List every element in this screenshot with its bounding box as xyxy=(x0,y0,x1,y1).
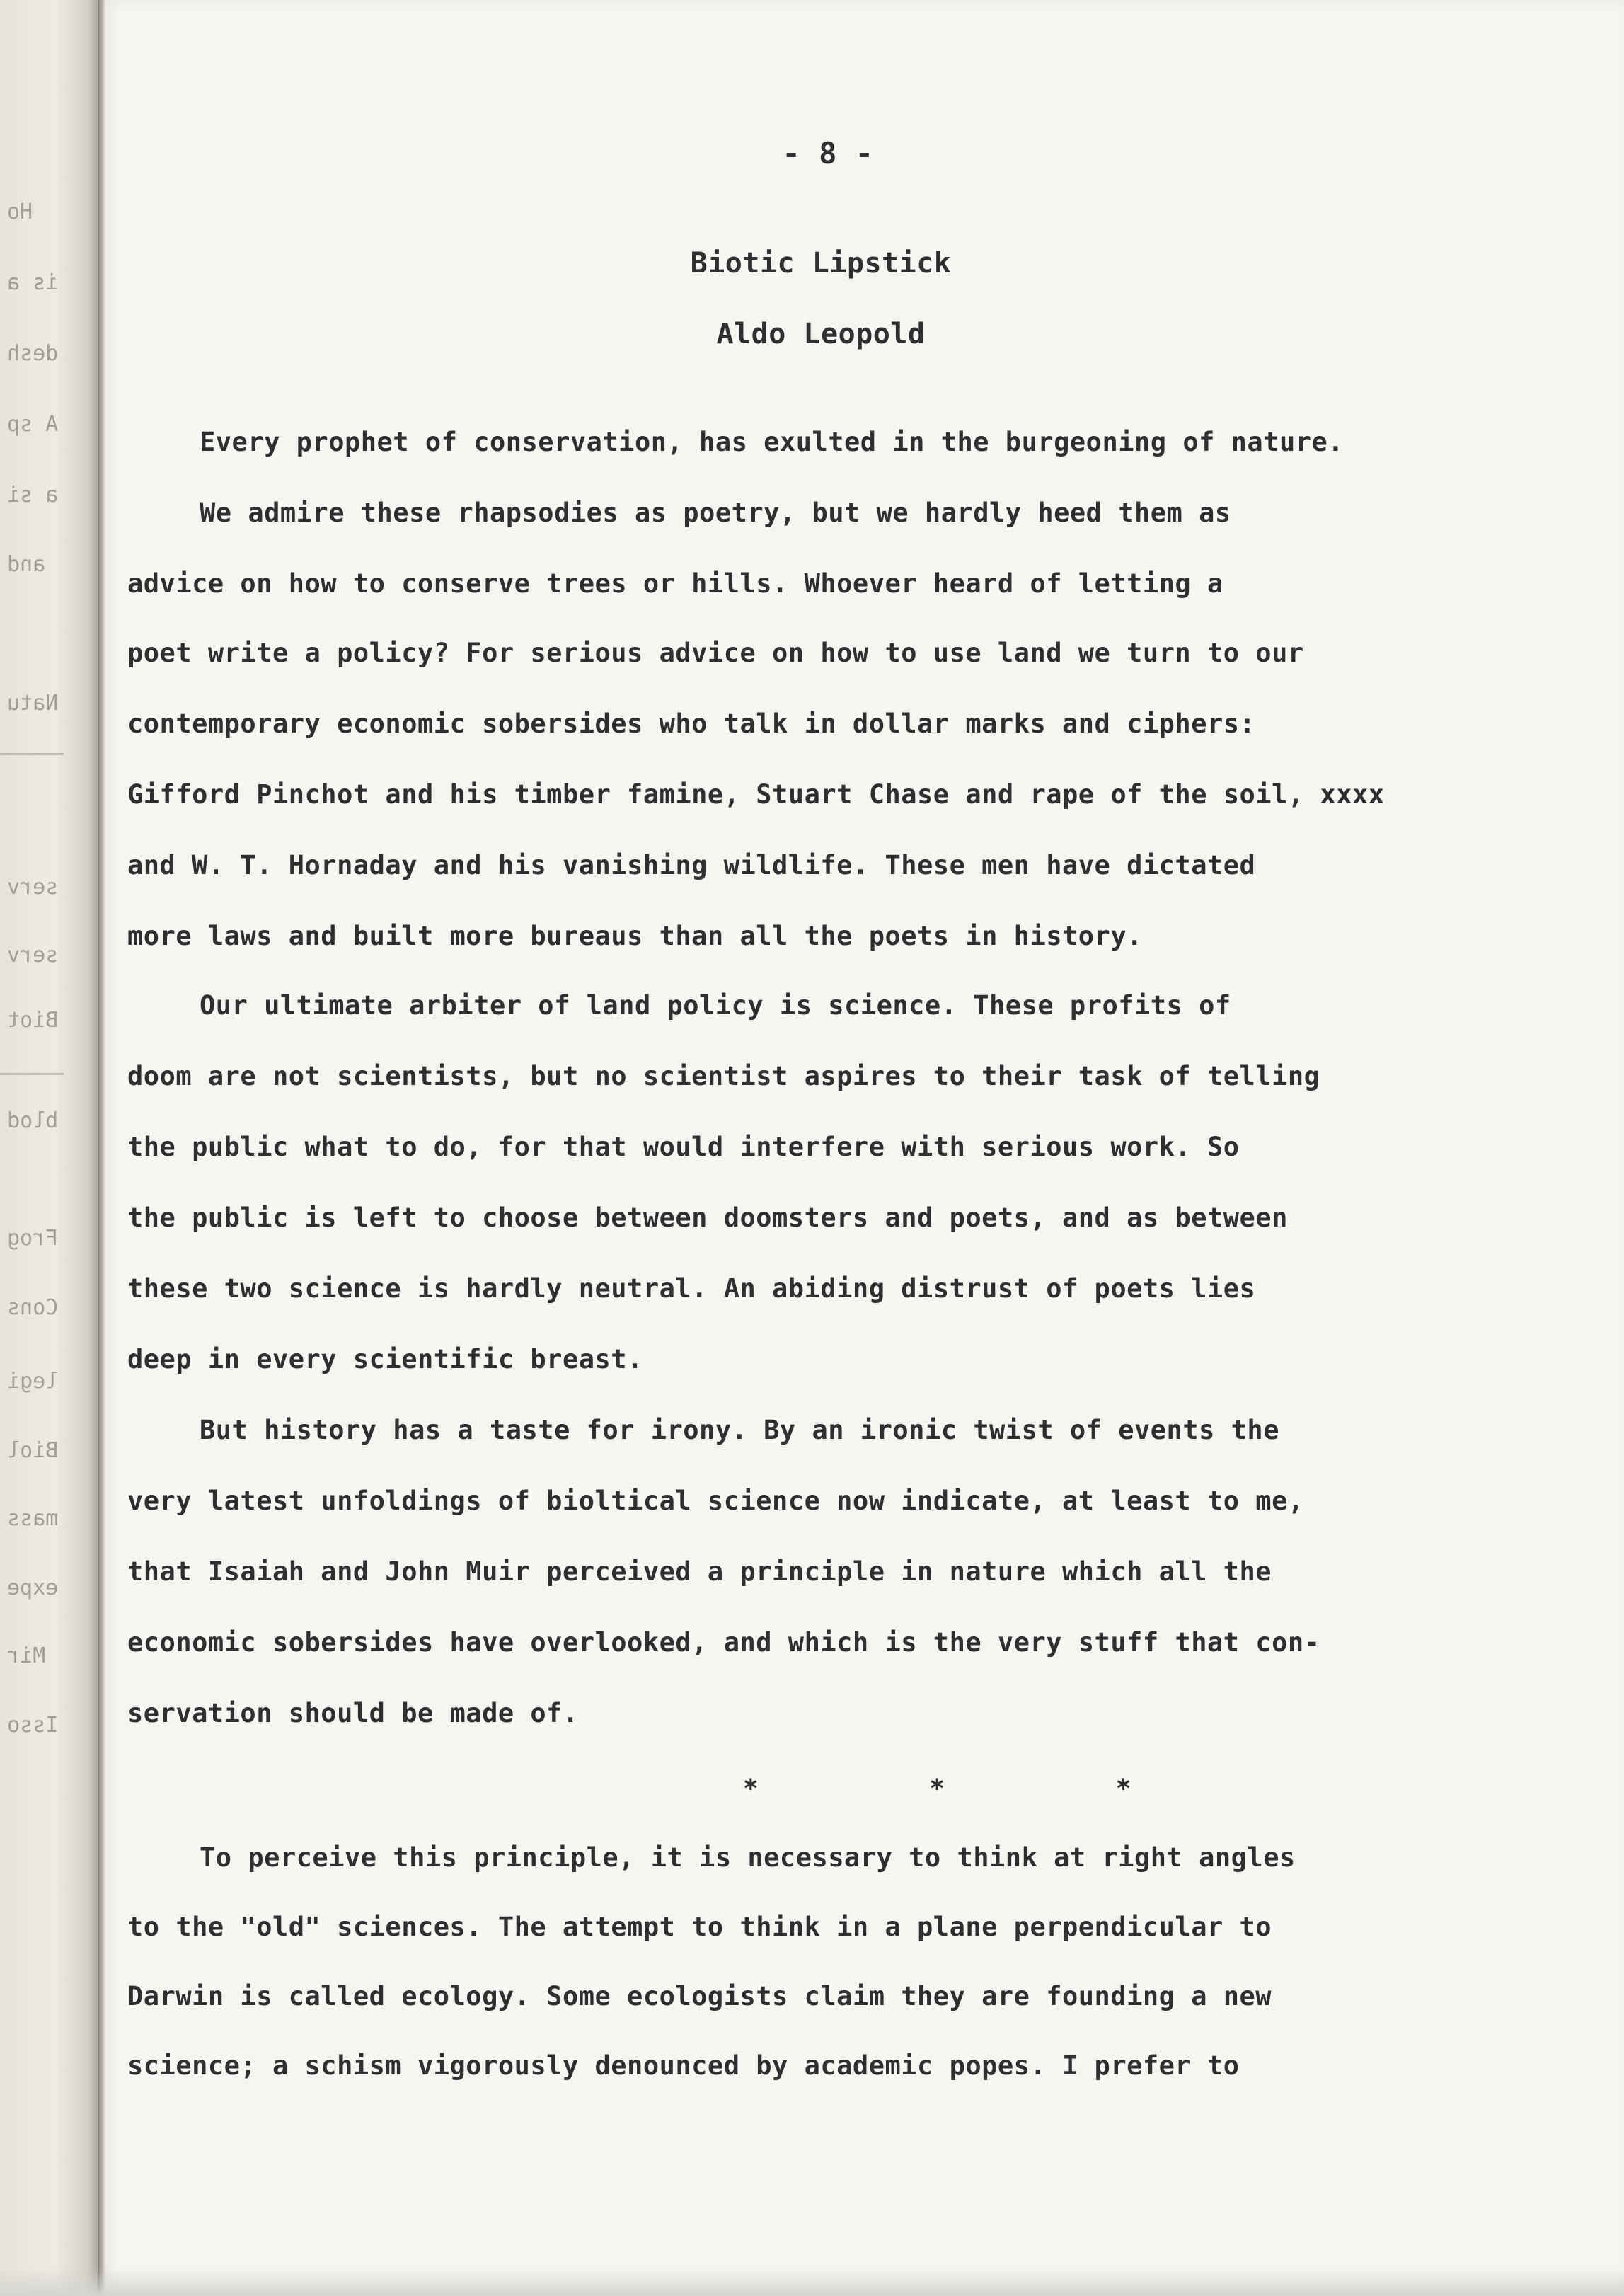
paragraph-1-line-4: poet write a policy? For serious advice on how to use land we turn to our xyxy=(127,638,1304,668)
facing-page-fragment: legi xyxy=(7,1369,59,1394)
paragraph-3-line-2: very latest unfoldings of bioltical science now indicate, at least to me, xyxy=(127,1486,1304,1516)
paragraph-1-line-7: and W. T. Hornaday and his vanishing wildlife. These men have dictated xyxy=(127,850,1256,880)
page-number: - 8 - xyxy=(782,136,874,171)
paragraph-2-line-5: these two science is hardly neutral. An abiding distrust of poets lies xyxy=(127,1273,1256,1304)
paragraph-4-line-4: science; a schism vigorously denounced by academic popes. I prefer to xyxy=(127,2050,1240,2081)
facing-page-fragment: mass xyxy=(7,1506,59,1531)
facing-page-fragment: Isso xyxy=(7,1713,59,1738)
paragraph-3-line-3: that Isaiah and John Muir perceived a principle in nature which all the xyxy=(127,1556,1272,1587)
typescript-page xyxy=(106,0,1624,2296)
facing-page-fragment: Biol xyxy=(7,1438,59,1463)
paragraph-2-line-4: the public is left to choose between doomsters and poets, and as between xyxy=(127,1202,1288,1233)
paragraph-1-line-8: more laws and built more bureaus than all the poets in history. xyxy=(127,921,1143,951)
paragraph-2-line-3: the public what to do, for that would interfere with serious work. So xyxy=(127,1132,1240,1162)
section-separator: * * * xyxy=(743,1774,1209,1803)
paragraph-2-line-6: deep in every scientific breast. xyxy=(127,1344,643,1374)
paragraph-4-line-1: To perceive this principle, it is necessary to think at right angles xyxy=(200,1842,1296,1873)
book-gutter xyxy=(98,0,106,2296)
page-bottom-edge xyxy=(0,2268,1624,2296)
facing-page-fragment: A sp xyxy=(7,412,59,437)
facing-page-fragment: desh xyxy=(7,341,59,366)
facing-page-fragment: Cons xyxy=(7,1295,59,1320)
paragraph-3-line-1: But history has a taste for irony. By an ironic twist of events the xyxy=(200,1415,1279,1445)
facing-page-fragment: Ho xyxy=(7,200,33,224)
facing-page-fragment: Biot xyxy=(7,1008,59,1033)
facing-page-fragment: a si xyxy=(7,483,59,507)
facing-page-fragment: Frog xyxy=(7,1226,59,1251)
paragraph-1-line-2: We admire these rhapsodies as poetry, but we hardly heed them as xyxy=(200,498,1231,528)
paragraph-3-line-5: servation should be made of. xyxy=(127,1698,579,1728)
paragraph-1-line-1: Every prophet of conservation, has exulted in the burgeoning of nature. xyxy=(200,427,1344,457)
paragraph-3-line-4: economic sobersides have overlooked, and which is the very stuff that con- xyxy=(127,1627,1320,1658)
facing-page-fragment: serv xyxy=(7,875,59,900)
paragraph-1-line-6: Gifford Pinchot and his timber famine, Stuart Chase and rape of the soil, xxxx xyxy=(127,779,1385,810)
paragraph-2-line-2: doom are not scientists, but no scientist aspires to their task of telling xyxy=(127,1061,1320,1091)
facing-page-fragment: is a xyxy=(7,270,59,295)
facing-page-fragment: Natu xyxy=(7,691,59,716)
facing-page-edge xyxy=(0,0,99,2296)
facing-page-rule xyxy=(0,753,64,755)
paragraph-4-line-3: Darwin is called ecology. Some ecologists claim they are founding a new xyxy=(127,1981,1272,2011)
facing-page-rule xyxy=(0,1073,64,1075)
paragraph-1-line-5: contemporary economic sobersides who talk in dollar marks and ciphers: xyxy=(127,708,1256,739)
paragraph-2-line-1: Our ultimate arbiter of land policy is science. These profits of xyxy=(200,990,1231,1021)
facing-page-fragment: blod xyxy=(7,1108,59,1133)
facing-page-fragment: expe xyxy=(7,1575,59,1600)
facing-page-fragment: Mir xyxy=(7,1643,46,1668)
facing-page-fragment: and xyxy=(7,552,46,577)
paragraph-4-line-2: to the "old" sciences. The attempt to think in a plane perpendicular to xyxy=(127,1912,1272,1942)
essay-author: Aldo Leopold xyxy=(716,318,926,350)
paragraph-1-line-3: advice on how to conserve trees or hills. Whoever heard of letting a xyxy=(127,568,1223,599)
essay-title: Biotic Lipstick xyxy=(690,247,952,280)
facing-page-fragment: serv xyxy=(7,943,59,968)
